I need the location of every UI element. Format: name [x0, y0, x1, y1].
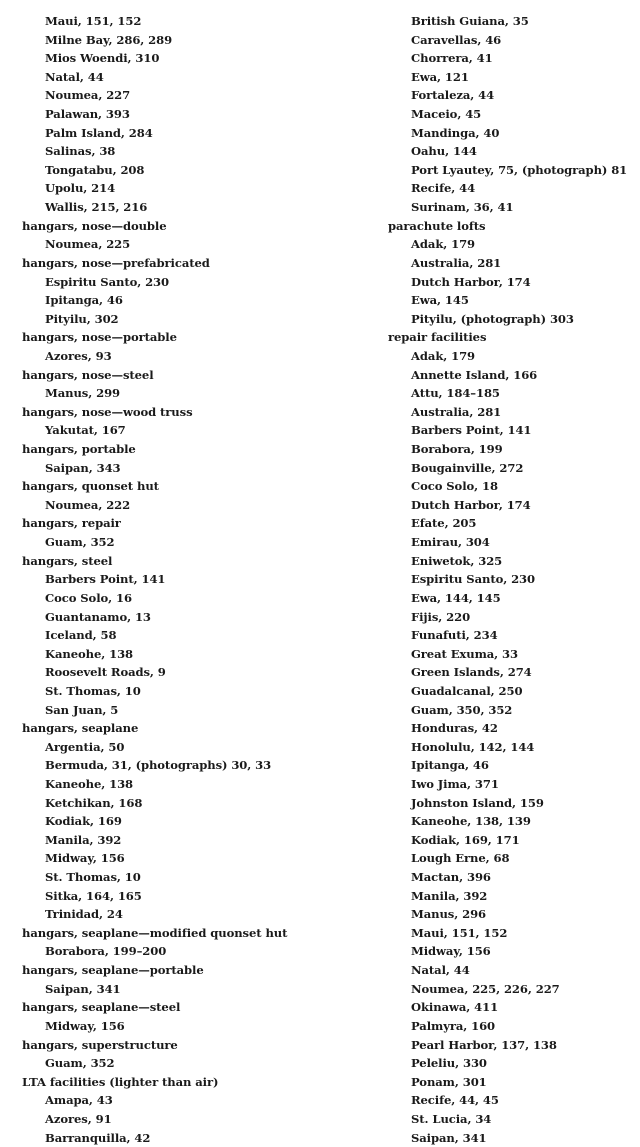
index-subentry-eniwetok-325: Eniwetok, 325 [411, 553, 503, 568]
index-subentry-dutch-harbor-174: Dutch Harbor, 174 [411, 497, 531, 512]
index-subentry-ipitanga-46: Ipitanga, 46 [411, 758, 489, 773]
index-subentry-sitka-164-165: Sitka, 164, 165 [45, 888, 142, 903]
index-heading-hangars-seaplane-portable: hangars, seaplane—portable [22, 963, 204, 978]
index-subentry-okinawa-411: Okinawa, 411 [411, 1000, 499, 1015]
index-heading-lta-facilities-lighter-than-air: LTA facilities (lighter than air) [22, 1074, 219, 1089]
index-subentry-natal-44: Natal, 44 [45, 69, 104, 84]
index-subentry-noumea-225-226-227: Noumea, 225, 226, 227 [411, 981, 560, 996]
index-subentry-azores-93: Azores, 93 [45, 348, 112, 363]
index-subentry-espiritu-santo-230: Espiritu Santo, 230 [411, 572, 535, 587]
index-subentry-caravellas-46: Caravellas, 46 [411, 32, 502, 47]
index-subentry-milne-bay-286-289: Milne Bay, 286, 289 [45, 32, 173, 47]
index-heading-hangars-nose-prefabricated: hangars, nose—prefabricated [22, 255, 210, 270]
index-subentry-fijis-220: Fijis, 220 [411, 609, 471, 624]
index-subentry-annette-island-166: Annette Island, 166 [411, 367, 538, 382]
index-subentry-midway-156: Midway, 156 [45, 1018, 125, 1033]
index-heading-hangars-nose-wood-truss: hangars, nose—wood truss [22, 404, 193, 419]
index-subentry-bermuda-31-photographs-30-33: Bermuda, 31, (photographs) 30, 33 [45, 758, 272, 773]
index-heading-hangars-nose-double: hangars, nose—double [22, 218, 167, 233]
index-subentry-kaneohe-138-139: Kaneohe, 138, 139 [411, 814, 531, 829]
index-heading-hangars-seaplane-modified-quonset-hut: hangars, seaplane—modified quonset hut [22, 925, 288, 940]
index-subentry-coco-solo-18: Coco Solo, 18 [411, 479, 498, 494]
index-subentry-recife-44-45: Recife, 44, 45 [411, 1093, 499, 1108]
index-subentry-fortaleza-44: Fortaleza, 44 [411, 88, 495, 103]
index-subentry-saipan-341: Saipan, 341 [411, 1130, 487, 1145]
index-subentry-recife-44: Recife, 44 [411, 181, 476, 196]
index-subentry-adak-179: Adak, 179 [411, 237, 476, 252]
index-subentry-great-exuma-33: Great Exuma, 33 [411, 646, 518, 661]
index-heading-hangars-seaplane: hangars, seaplane [22, 721, 139, 736]
index-subentry-natal-44: Natal, 44 [411, 963, 470, 978]
index-subentry-amapa-43: Amapa, 43 [45, 1093, 113, 1108]
index-subentry-manila-392: Manila, 392 [411, 888, 488, 903]
index-subentry-st-thomas-10: St. Thomas, 10 [45, 683, 141, 698]
index-subentry-saipan-343: Saipan, 343 [45, 460, 121, 475]
index-heading-parachute-lofts: parachute lofts [388, 218, 486, 233]
index-subentry-barranquilla-42: Barranquilla, 42 [45, 1130, 151, 1145]
index-heading-hangars-superstructure: hangars, superstructure [22, 1037, 178, 1052]
index-heading-hangars-portable: hangars, portable [22, 442, 136, 457]
index-subentry-attu-184-185: Attu, 184–185 [411, 386, 500, 401]
index-subentry-peleliu-330: Peleliu, 330 [411, 1056, 487, 1071]
index-subentry-barbers-point-141: Barbers Point, 141 [411, 423, 532, 438]
index-subentry-argentia-50: Argentia, 50 [45, 739, 125, 754]
index-subentry-espiritu-santo-230: Espiritu Santo, 230 [45, 274, 169, 289]
index-subentry-tongatabu-208: Tongatabu, 208 [45, 162, 145, 177]
index-heading-hangars-nose-portable: hangars, nose—portable [22, 330, 177, 345]
index-subentry-maceio-45: Maceio, 45 [411, 107, 482, 122]
index-subentry-salinas-38: Salinas, 38 [45, 144, 116, 159]
index-subentry-kodiak-169: Kodiak, 169 [45, 814, 122, 829]
index-subentry-upolu-214: Upolu, 214 [45, 181, 116, 196]
index-subentry-surinam-36-41: Surinam, 36, 41 [411, 200, 514, 215]
index-column-right [388, 12, 636, 1147]
index-subentry-emirau-304: Emirau, 304 [411, 535, 490, 550]
index-subentry-ketchikan-168: Ketchikan, 168 [45, 795, 143, 810]
index-subentry-maui-151-152: Maui, 151, 152 [45, 14, 142, 28]
index-subentry-mactan-396: Mactan, 396 [411, 870, 491, 885]
index-subentry-bougainville-272: Bougainville, 272 [411, 460, 524, 475]
index-subentry-midway-156: Midway, 156 [45, 851, 125, 866]
index-subentry-manila-392: Manila, 392 [45, 832, 122, 847]
index-subentry-ipitanga-46: Ipitanga, 46 [45, 293, 123, 308]
index-subentry-pityilu-photograph-303: Pityilu, (photograph) 303 [411, 311, 574, 326]
index-subentry-noumea-225: Noumea, 225 [45, 237, 131, 252]
index-subentry-palawan-393: Palawan, 393 [45, 107, 130, 122]
index-subentry-funafuti-234: Funafuti, 234 [411, 628, 498, 643]
index-subentry-green-islands-274: Green Islands, 274 [411, 665, 532, 680]
index-subentry-saipan-341: Saipan, 341 [45, 981, 121, 996]
index-subentry-trinidad-24: Trinidad, 24 [45, 907, 123, 922]
index-subentry-guam-350-352: Guam, 350, 352 [411, 702, 513, 717]
index-subentry-chorrera-41: Chorrera, 41 [411, 51, 493, 66]
index-subentry-maui-151-152: Maui, 151, 152 [411, 925, 508, 940]
index-subentry-st-thomas-10: St. Thomas, 10 [45, 870, 141, 885]
index-subentry-roosevelt-roads-9: Roosevelt Roads, 9 [45, 665, 166, 680]
index-subentry-british-guiana-35: British Guiana, 35 [411, 14, 529, 28]
index-subentry-ponam-301: Ponam, 301 [411, 1074, 487, 1089]
index-subentry-johnston-island-159: Johnston Island, 159 [411, 795, 544, 810]
index-subentry-midway-156: Midway, 156 [411, 944, 491, 959]
index-subentry-pityilu-302: Pityilu, 302 [45, 311, 119, 326]
index-subentry-noumea-222: Noumea, 222 [45, 497, 131, 512]
index-subentry-palm-island-284: Palm Island, 284 [45, 125, 153, 140]
index-subentry-azores-91: Azores, 91 [45, 1111, 112, 1126]
index-subentry-australia-281: Australia, 281 [411, 404, 502, 419]
index-subentry-kaneohe-138: Kaneohe, 138 [45, 776, 134, 791]
index-subentry-kodiak-169-171: Kodiak, 169, 171 [411, 832, 520, 847]
index-subentry-dutch-harbor-174: Dutch Harbor, 174 [411, 274, 531, 289]
index-heading-hangars-steel: hangars, steel [22, 553, 113, 568]
index-subentry-mandinga-40: Mandinga, 40 [411, 125, 500, 140]
index-subentry-coco-solo-16: Coco Solo, 16 [45, 590, 132, 605]
index-subentry-yakutat-167: Yakutat, 167 [45, 423, 126, 438]
index-column-left [22, 12, 362, 1147]
index-heading-hangars-seaplane-steel: hangars, seaplane—steel [22, 1000, 181, 1015]
index-subentry-mios-woendi-310: Mios Woendi, 310 [45, 51, 160, 66]
index-subentry-kaneohe-138: Kaneohe, 138 [45, 646, 134, 661]
index-subentry-honolulu-142-144: Honolulu, 142, 144 [411, 739, 535, 754]
index-subentry-oahu-144: Oahu, 144 [411, 144, 477, 159]
index-subentry-ewa-121: Ewa, 121 [411, 69, 469, 84]
index-subentry-ewa-145: Ewa, 145 [411, 293, 469, 308]
index-subentry-adak-179: Adak, 179 [411, 348, 476, 363]
index-subentry-port-lyautey-75-photograph-81: Port Lyautey, 75, (photograph) 81 [411, 162, 628, 177]
index-subentry-iceland-58: Iceland, 58 [45, 628, 117, 643]
index-subentry-honduras-42: Honduras, 42 [411, 721, 498, 736]
index-heading-hangars-repair: hangars, repair [22, 516, 121, 531]
index-subentry-borabora-199-200: Borabora, 199–200 [45, 944, 167, 959]
index-subentry-iwo-jima-371: Iwo Jima, 371 [411, 776, 499, 791]
index-subentry-lough-erne-68: Lough Erne, 68 [411, 851, 510, 866]
index-subentry-guantanamo-13: Guantanamo, 13 [45, 609, 151, 624]
index-subentry-noumea-227: Noumea, 227 [45, 88, 131, 103]
index-subentry-san-juan-5: San Juan, 5 [45, 702, 119, 717]
index-subentry-barbers-point-141: Barbers Point, 141 [45, 572, 166, 587]
index-subentry-borabora-199: Borabora, 199 [411, 442, 503, 457]
index-subentry-manus-296: Manus, 296 [411, 907, 487, 922]
index-subentry-pearl-harbor-137-138: Pearl Harbor, 137, 138 [411, 1037, 557, 1052]
index-subentry-guadalcanal-250: Guadalcanal, 250 [411, 683, 523, 698]
index-subentry-wallis-215-216: Wallis, 215, 216 [45, 200, 148, 215]
index-subentry-ewa-144-145: Ewa, 144, 145 [411, 590, 501, 605]
index-subentry-manus-299: Manus, 299 [45, 386, 121, 401]
index-heading-repair-facilities: repair facilities [388, 330, 487, 345]
index-subentry-efate-205: Efate, 205 [411, 516, 477, 531]
index-subentry-st-lucia-34: St. Lucia, 34 [411, 1111, 492, 1126]
index-subentry-guam-352: Guam, 352 [45, 535, 115, 550]
index-subentry-australia-281: Australia, 281 [411, 255, 502, 270]
index-subentry-guam-352: Guam, 352 [45, 1056, 115, 1071]
index-heading-hangars-quonset-hut: hangars, quonset hut [22, 479, 159, 494]
index-heading-hangars-nose-steel: hangars, nose—steel [22, 367, 154, 382]
index-subentry-palmyra-160: Palmyra, 160 [411, 1018, 496, 1033]
